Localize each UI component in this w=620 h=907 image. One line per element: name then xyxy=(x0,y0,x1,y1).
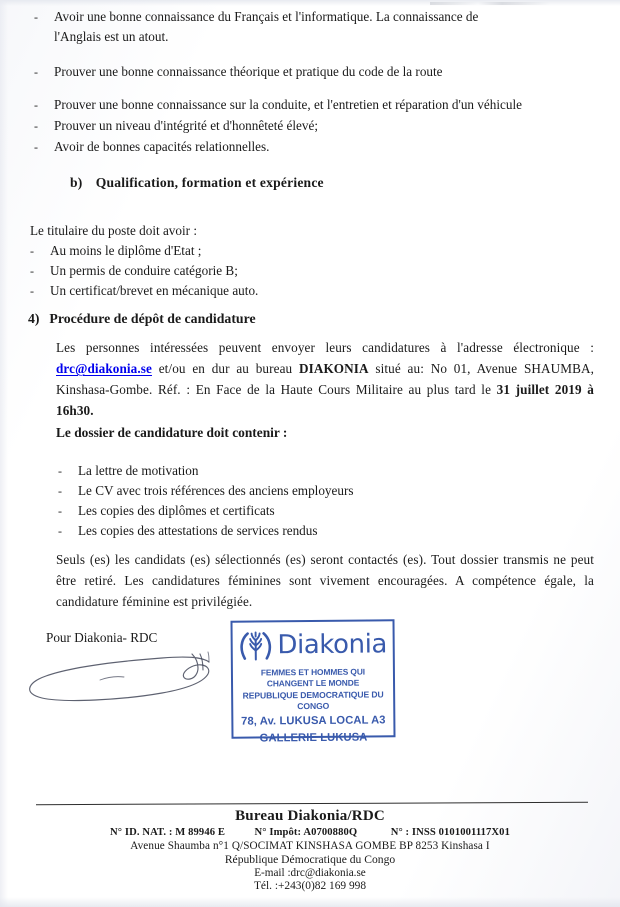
list-item xyxy=(58,481,518,501)
footer-email: E-mail :drc@diakonia.se xyxy=(254,867,366,879)
footer-country: République Démocratique du Congo xyxy=(224,853,396,866)
qualification-text: Un permis de conduire catégorie B; xyxy=(50,263,238,278)
footer-divider xyxy=(36,802,588,805)
dossier-item-text: Les copies des diplômes et certificats xyxy=(78,503,275,518)
qualification-text: Un certificat/brevet en mécanique auto. xyxy=(50,283,259,298)
bullet-dash: - xyxy=(34,119,38,133)
bullet-dash: - xyxy=(34,98,38,112)
footer-inss: N° : INSS 0101001117X01 xyxy=(390,827,510,838)
procedure-text-part1: Les personnes intéressées peuvent envoyer leurs candidatures à l'adresse électronique : xyxy=(56,340,594,355)
handwritten-signature xyxy=(12,646,227,704)
section-4-title: Procédure de dépôt de candidature xyxy=(49,311,256,326)
signature-label: Pour Diakonia- RDC xyxy=(46,630,158,645)
list-item xyxy=(34,116,574,136)
bullet-dash: - xyxy=(34,140,38,154)
footer-id-nat: N° ID. NAT. : M 89946 E xyxy=(110,827,226,838)
list-item xyxy=(30,281,450,301)
closing-paragraph: Seuls (es) les candidats (es) sélectionnés (es) seront contactés (es). Tout dossier transmis ne peut être retiré. Les candidatures féminines sont vivement encouragées. A compétence égale, la candidature féminine est privilégiée. xyxy=(56,552,594,609)
diakonia-wheat-logo-icon xyxy=(238,629,272,661)
stamp-country: REPUBLIQUE DEMOCRATIQUE DU CONGO xyxy=(242,689,384,711)
skill-text: Avoir de bonnes capacités relationnelles. xyxy=(54,139,270,154)
organization-name: DIAKONIA xyxy=(298,361,369,376)
section-4-heading xyxy=(28,311,256,327)
section-4-label: 4) xyxy=(28,311,40,326)
qualification-text: Au moins le diplôme d'Etat ; xyxy=(50,243,202,258)
dossier-item-text: Les copies des attestations de services rendus xyxy=(78,523,318,538)
list-item xyxy=(58,521,518,541)
bullet-dash: - xyxy=(30,264,34,278)
bullet-dash: - xyxy=(58,464,62,478)
skill-text: Avoir une bonne connaissance du Français et l'informatique. La connaissance de l'Anglais est un atout. xyxy=(54,9,479,44)
footer-address: Avenue Shaumba n°1 Q/SOCIMAT KINSHASA GOMBE BP 8253 Kinshasa I xyxy=(130,840,490,852)
list-item xyxy=(58,461,518,481)
section-b-heading xyxy=(70,175,324,191)
list-item xyxy=(30,261,450,281)
footer-impot: N° Impôt: A0700880Q xyxy=(254,827,358,838)
bullet-dash: - xyxy=(58,484,62,498)
list-item xyxy=(34,95,594,115)
stamp-logo-row xyxy=(237,625,389,664)
bullet-dash: - xyxy=(34,10,38,24)
list-item xyxy=(34,62,574,82)
section-b-label: b) xyxy=(70,175,83,190)
list-item xyxy=(34,137,574,157)
bullet-dash: - xyxy=(30,284,34,298)
application-procedure-paragraph xyxy=(56,337,594,421)
bullet-dash: - xyxy=(58,524,62,538)
bullet-dash: - xyxy=(34,65,38,79)
bullet-dash: - xyxy=(30,244,34,258)
bullet-dash: - xyxy=(58,504,62,518)
dossier-item-text: La lettre de motivation xyxy=(78,463,199,478)
section-b-title: Qualification, formation et expérience xyxy=(95,175,324,190)
skill-text: Prouver une bonne connaissance sur la conduite, et l'entretien et réparation d'un véhicule xyxy=(54,97,522,112)
footer-registration-ids xyxy=(0,827,620,838)
stamp-wordmark: Diakonia xyxy=(277,629,388,661)
dossier-heading: Le dossier de candidature doit contenir : xyxy=(56,425,288,440)
procedure-text-part2: et/ou en dur au bureau xyxy=(151,361,299,376)
skill-text: Prouver un niveau d'intégrité et d'honnêteté élevé; xyxy=(54,118,319,133)
footer-office-title: Bureau Diakonia/RDC xyxy=(235,808,385,824)
dossier-item-text: Le CV avec trois références des anciens employeurs xyxy=(78,483,354,498)
list-item xyxy=(30,241,450,261)
list-item xyxy=(34,7,524,47)
application-email-link[interactable]: drc@diakonia.se xyxy=(56,361,152,376)
stamp-slogan: FEMMES ET HOMMES QUI CHANGENT LE MONDE xyxy=(260,666,366,688)
footer-telephone: Tél. :+243(0)82 169 998 xyxy=(253,880,367,892)
official-stamp xyxy=(230,619,395,745)
footer-block xyxy=(0,808,620,892)
stamp-building: GALLERIE LUKUSA xyxy=(259,731,368,745)
stamp-address: 78, Av. LUKUSA LOCAL A3 xyxy=(241,714,386,729)
application-deadline: 31 juillet 2019 à 16h30. xyxy=(56,382,594,418)
list-item xyxy=(58,501,518,521)
skill-text: Prouver une bonne connaissance théorique et pratique du code de la route xyxy=(54,64,443,79)
procedure-text-part3: situé au: No 01, Avenue SHAUMBA, Kinshasa-Gombe. Réf. : En Face de la Haute Cours Militaire au plus tard le xyxy=(56,361,594,397)
section-b-intro: Le titulaire du poste doit avoir : xyxy=(30,223,198,238)
